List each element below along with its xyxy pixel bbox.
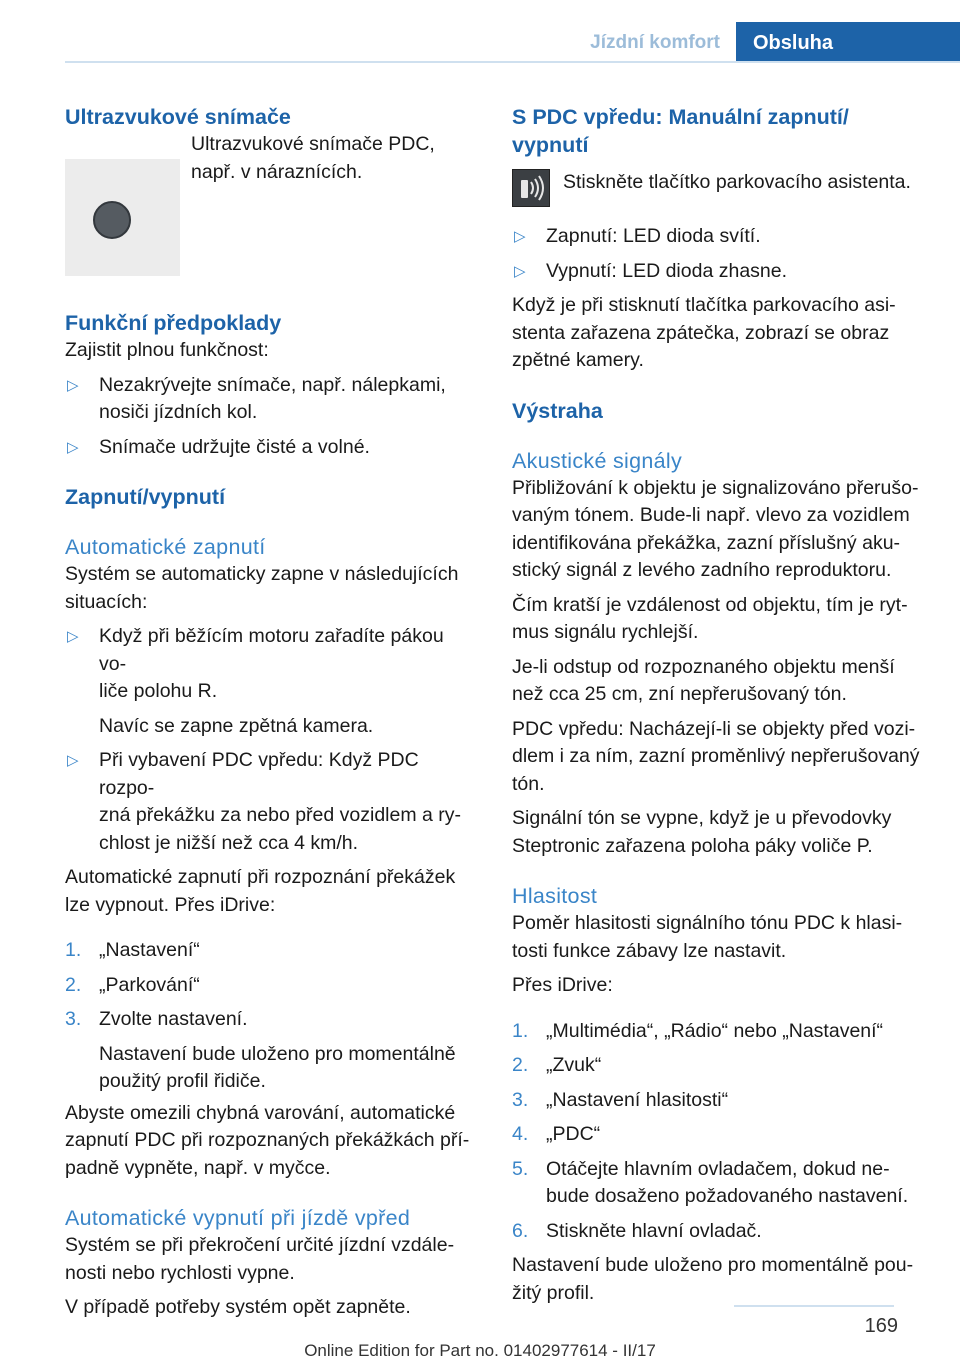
heading-acoustic-signals: Akustické signály: [512, 448, 683, 473]
text-line: tosti funkce zábavy lze nastavit.: [512, 939, 787, 962]
numbered-item: [512, 1052, 927, 1080]
text-line: Když je při stisknutí tlačítka parkovacího asi‐: [512, 294, 896, 316]
sensor-figure: [65, 131, 475, 279]
list-item: [65, 623, 475, 740]
pdc-press-text: Stiskněte tlačítko parkovacího asistenta.: [563, 171, 911, 193]
heading-automatic-on: Automatické zapnutí: [65, 535, 266, 559]
text-line: Zapnutí: LED dioda svítí.: [546, 225, 761, 247]
text-line: Nastavení bude uloženo pro momentálně pou‐: [512, 1254, 914, 1276]
text-line: Steptronic zařazena poloha páky voliče P.: [512, 834, 873, 857]
text-line: žitý profil.: [512, 1281, 595, 1304]
sensor-icon: [93, 201, 131, 239]
text-line: Poměr hlasitosti signálního tónu PDC k hlasi‐: [512, 912, 903, 934]
text-line: Když při běžícím motoru zařadíte pákou vo‐: [99, 625, 444, 675]
text-line: nosti nebo rychlosti vypne.: [65, 1261, 295, 1284]
sensor-caption-line: Ultrazvukové snímače PDC,: [191, 133, 435, 155]
section-title: Jízdní komfort: [590, 32, 720, 53]
left-column: [65, 103, 475, 1322]
numbered-item: [65, 937, 475, 965]
text-line: Nastavení bude uloženo pro momentálně: [99, 1042, 456, 1065]
step-number: 2.: [65, 973, 82, 996]
text-line: Přes iDrive:: [512, 974, 613, 996]
numbered-item: [65, 972, 475, 1000]
step-number: 3.: [65, 1008, 82, 1030]
list-item: [512, 258, 927, 286]
text-line: dlem i za ním, zazní proměnlivý nepřerušovaný: [512, 745, 920, 767]
text-line: Snímače udržujte čisté a volné.: [99, 435, 370, 458]
step-text: „PDC“: [546, 1123, 601, 1145]
text-line: Při vybavení PDC vpředu: Když PDC rozpo‐: [99, 749, 419, 799]
text-line: identifikována překážka, zazní příslušný aku‐: [512, 531, 901, 554]
header-rule: [65, 61, 960, 63]
triangle-bullet-icon: ▷: [514, 262, 526, 280]
text-line: použitý profil řidiče.: [99, 1070, 266, 1092]
text-line: stický signál z levého zadního reproduktoru.: [512, 559, 892, 581]
paragraph: Zajistit plnou funkčnost:: [65, 339, 269, 361]
pdc-button-row: [512, 169, 927, 213]
text-line: V případě potřeby systém opět zapněte.: [65, 1296, 411, 1318]
heading-line: S PDC vpředu: Manuální zapnutí/: [512, 105, 849, 129]
step-number: 1.: [65, 939, 82, 961]
text-line: než cca 25 cm, zní nepřerušovaný tón.: [512, 683, 847, 705]
step-text: „Nastavení hlasitosti“: [546, 1088, 729, 1111]
text-line: Vypnutí: LED dioda zhasne.: [546, 259, 788, 282]
text-line: Systém se automaticky zapne v následujících: [65, 563, 459, 585]
text-line: Systém se při překročení určité jízdní vzdále‐: [65, 1234, 455, 1256]
step-number: 1.: [512, 1019, 529, 1042]
step-text: „Multimédia“, „Rádio“ nebo „Nastavení“: [546, 1019, 884, 1042]
heading-volume: Hlasitost: [512, 884, 598, 908]
triangle-bullet-icon: ▷: [514, 228, 526, 245]
numbered-item: [65, 1006, 475, 1096]
heading-line: vypnutí: [512, 133, 589, 157]
sensor-caption-line: např. v náraznících.: [191, 160, 363, 183]
heading-functional-requirements: Funkční předpoklady: [65, 311, 282, 335]
triangle-bullet-icon: ▷: [67, 752, 79, 769]
heading-on-off: Zapnutí/vypnutí: [65, 485, 226, 509]
heading-manual-on-off: [512, 103, 927, 159]
text-line: Abyste omezili chybná varování, automatické: [65, 1101, 456, 1124]
numbered-item: [512, 1218, 927, 1246]
footer-rule: [734, 1305, 894, 1307]
triangle-bullet-icon: ▷: [67, 628, 79, 645]
text-line: chlost je nižší než cca 4 km/h.: [99, 831, 359, 854]
sensor-caption: [191, 131, 475, 186]
text-line: Přibližování k objektu je signalizováno přerušo‐: [512, 476, 919, 499]
text-line: Navíc se zapne zpětná kamera.: [99, 714, 374, 737]
numbered-item: [512, 1156, 927, 1211]
list-item: [65, 747, 475, 857]
step-number: 4.: [512, 1123, 529, 1145]
text-line: Automatické zapnutí při rozpoznání překážek: [65, 866, 456, 888]
step-text: Zvolte nastavení.: [99, 1008, 248, 1030]
step-number: 6.: [512, 1219, 529, 1242]
text-line: nosiči jízdních kol.: [99, 401, 258, 423]
step-text: Stiskněte hlavní ovladač.: [546, 1219, 762, 1242]
step-number: 2.: [512, 1054, 529, 1076]
step-text: Otáčejte hlavním ovladačem, dokud ne‐: [546, 1157, 890, 1180]
list-item: [65, 434, 475, 462]
text-line: Nezakrývejte snímače, např. nálepkami,: [99, 373, 446, 396]
text-line: Čím kratší je vzdálenost od objektu, tím je ryt‐: [512, 593, 908, 616]
numbered-item: [512, 1018, 927, 1046]
text-line: situacích:: [65, 590, 148, 613]
step-text: „Parkování“: [99, 973, 200, 996]
sensor-image: [65, 159, 180, 276]
right-column: [512, 103, 927, 1307]
triangle-bullet-icon: ▷: [67, 438, 79, 456]
text-line: padně vypněte, např. v myčce.: [65, 1156, 331, 1179]
text-line: lze vypnout. Přes iDrive:: [65, 893, 276, 916]
page-number: 169: [864, 1315, 898, 1337]
text-line: zná překážku za nebo před vozidlem a ry‐: [99, 804, 462, 826]
list-item: [65, 372, 475, 427]
text-line: tón.: [512, 772, 545, 795]
step-number: 3.: [512, 1088, 529, 1111]
text-line: zapnutí PDC při rozpoznaných překážkách pří‐: [65, 1129, 470, 1151]
text-line: vaným tónem. Bude-li např. vlevo za vozidlem: [512, 504, 910, 526]
text-line: Je-li odstup od rozpoznaného objektu menší: [512, 655, 895, 678]
text-line: zpětné kamery.: [512, 349, 644, 371]
step-text: „Zvuk“: [546, 1054, 602, 1076]
parking-sensor-icon: [513, 170, 549, 206]
parking-assist-button-icon: [512, 169, 550, 207]
numbered-item: [512, 1087, 927, 1115]
heading-warning: Výstraha: [512, 398, 603, 423]
heading-automatic-off: Automatické vypnutí při jízdě vpřed: [65, 1206, 411, 1230]
step-number: 5.: [512, 1157, 529, 1180]
text-line: liče polohu R.: [99, 680, 218, 702]
list-item: [512, 223, 927, 251]
text-line: mus signálu rychlejší.: [512, 621, 699, 643]
chapter-tab[interactable]: Obsluha: [736, 22, 960, 63]
text-line: stenta zařazena zpátečka, zobrazí se obraz: [512, 321, 890, 344]
text-line: bude dosaženo požadovaného nastavení.: [546, 1185, 909, 1207]
numbered-item: [512, 1121, 927, 1149]
triangle-bullet-icon: ▷: [67, 376, 79, 394]
text-line: Signální tón se vypne, když je u převodovky: [512, 807, 892, 829]
text-line: PDC vpředu: Nacházejí-li se objekty před vozi‐: [512, 717, 916, 740]
step-text: „Nastavení“: [99, 939, 200, 961]
edition-footer: Online Edition for Part no. 01402977614 - II/17: [304, 1341, 656, 1360]
heading-ultrasonic-sensors: Ultrazvukové snímače: [65, 105, 291, 129]
